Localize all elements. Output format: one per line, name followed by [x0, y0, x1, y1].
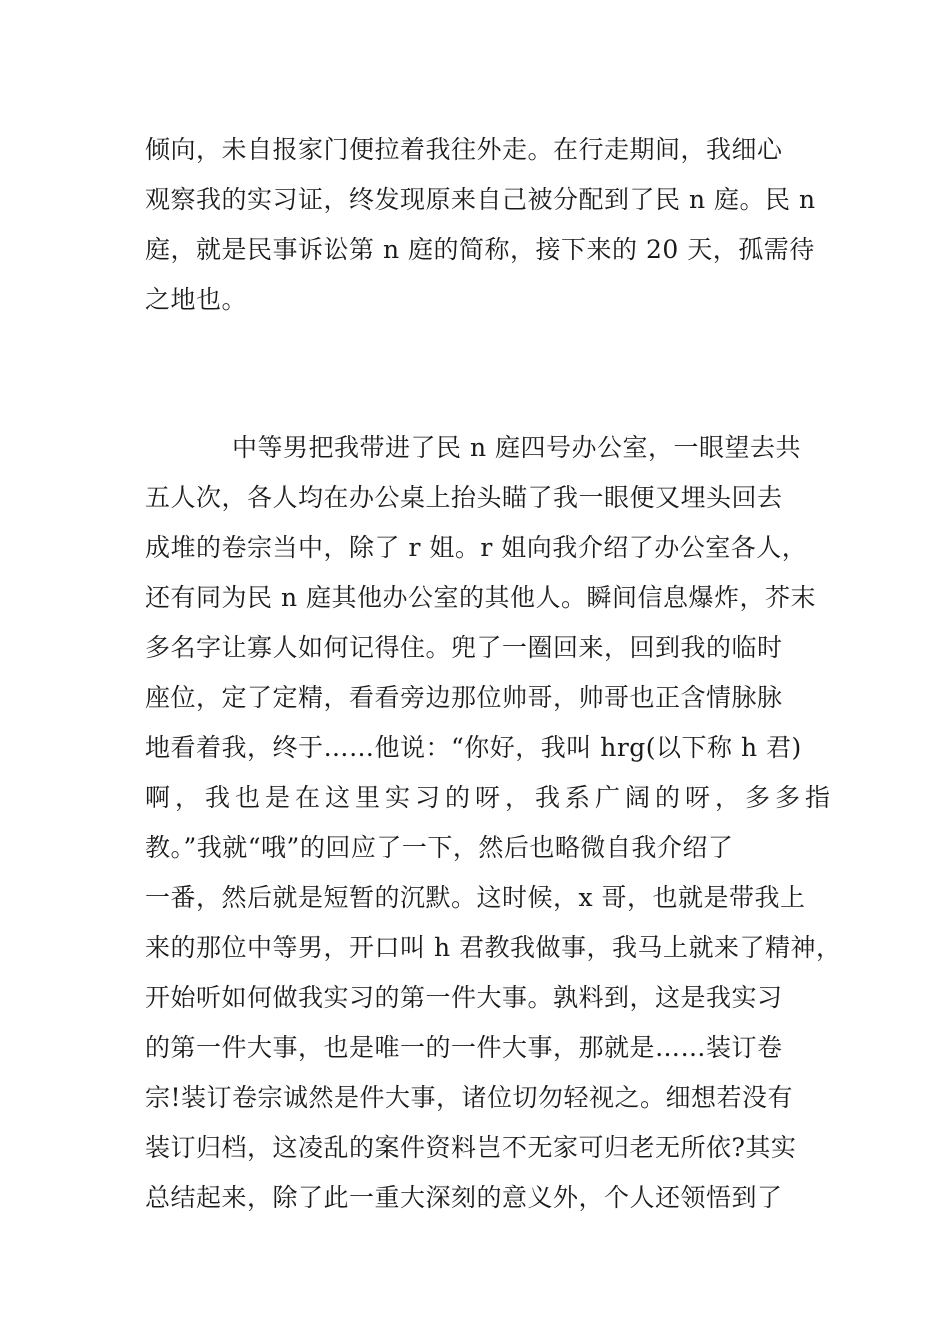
text-line: 座位，定了定精，看看旁边那位帅哥，帅哥也正含情脉脉	[145, 683, 783, 712]
text-line: 地看着我，终于……他说：“你好，我叫 hrg(以下称 h 君)	[145, 733, 802, 762]
text-line: 啊，我也是在这里实习的呀，我系广阔的呀，多多指	[145, 783, 836, 812]
text-line: 宗!装订卷宗诚然是件大事，诸位切勿轻视之。细想若没有	[145, 1083, 794, 1112]
text-line: 成堆的卷宗当中，除了 r 姐。r 姐向我介绍了办公室各人，	[145, 533, 808, 562]
text-line: 中等男把我带进了民 n 庭四号办公室，一眼望去共	[232, 433, 801, 462]
text-line: 五人次，各人均在办公桌上抬头瞄了我一眼便又埋头回去	[145, 483, 783, 512]
text-line: 一番，然后就是短暂的沉默。这时候，x 哥，也就是带我上	[145, 883, 806, 912]
text-line: 来的那位中等男，开口叫 h 君教我做事，我马上就来了精神，	[145, 933, 842, 962]
text-line: 总结起来，除了此一重大深刻的意义外，个人还领悟到了	[145, 1183, 783, 1212]
text-line: 倾向，未自报家门便拉着我往外走。在行走期间，我细心	[145, 135, 783, 164]
text-line: 多名字让寡人如何记得住。兜了一圈回来，回到我的临时	[145, 633, 783, 662]
text-line: 的第一件大事，也是唯一的一件大事，那就是……装订卷	[145, 1033, 783, 1062]
text-line: 庭，就是民事诉讼第 n 庭的简称，接下来的 20 天，孤需待	[145, 235, 815, 264]
text-line: 之地也。	[145, 285, 248, 314]
text-line: 教。”我就“哦”的回应了一下，然后也略微自我介绍了	[145, 833, 734, 862]
text-line: 装订归档，这凌乱的案件资料岂不无家可归老无所依?其实	[145, 1133, 797, 1162]
text-line: 观察我的实习证，终发现原来自己被分配到了民 n 庭。民 n	[145, 185, 816, 214]
text-line: 开始听如何做我实习的第一件大事。孰料到，这是我实习	[145, 983, 783, 1012]
text-line: 还有同为民 n 庭其他办公室的其他人。瞬间信息爆炸，芥末	[145, 583, 816, 612]
